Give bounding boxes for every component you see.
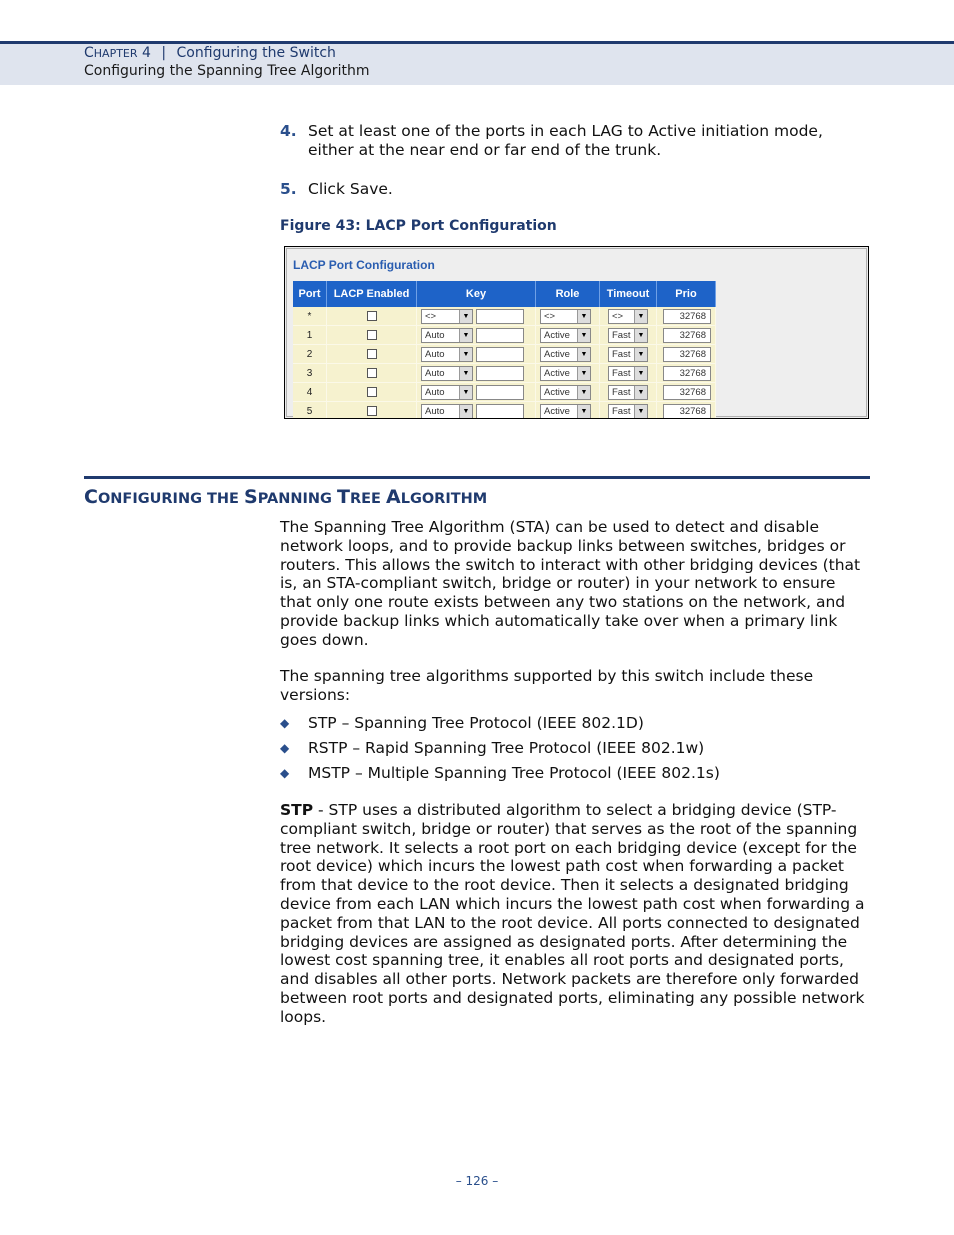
- bullet-text: STP – Spanning Tree Protocol (IEEE 802.1D): [308, 714, 644, 732]
- col-lacp-enabled: LACP Enabled: [327, 281, 417, 307]
- lacp-enabled-checkbox[interactable]: [367, 406, 377, 416]
- key-select[interactable]: [421, 347, 473, 362]
- table-header-row: [293, 281, 716, 307]
- chevron-down-icon: ▼: [577, 310, 590, 323]
- key-cell: [417, 402, 536, 420]
- prio-cell: [657, 345, 716, 364]
- role-cell: [536, 364, 600, 383]
- prio-input[interactable]: [663, 385, 711, 400]
- bullet-stp: [280, 714, 644, 732]
- key-cell: [417, 383, 536, 402]
- key-cell: [417, 364, 536, 383]
- timeout-value: Fast: [612, 348, 631, 360]
- key-value: Auto: [425, 386, 445, 398]
- lacp-enabled-cell: [327, 402, 417, 420]
- role-select[interactable]: [540, 328, 591, 343]
- prio-value: 32768: [679, 310, 706, 322]
- timeout-cell: [600, 345, 657, 364]
- lacp-table: [293, 281, 716, 419]
- key-value: Auto: [425, 405, 445, 417]
- prio-cell: [657, 326, 716, 345]
- prio-cell: [657, 402, 716, 420]
- timeout-select[interactable]: [608, 347, 648, 362]
- prio-value: 32768: [679, 348, 706, 360]
- port-cell: [293, 402, 327, 420]
- step-number: 4.: [280, 122, 297, 140]
- chevron-down-icon: ▼: [634, 405, 647, 418]
- section-rule: [84, 476, 870, 479]
- chapter-title: Configuring the Switch: [176, 45, 336, 61]
- prio-input[interactable]: [663, 328, 711, 343]
- timeout-value: Fast: [612, 329, 631, 341]
- port-cell: [293, 364, 327, 383]
- diamond-bullet-icon: ◆: [280, 716, 290, 730]
- bullet-text: RSTP – Rapid Spanning Tree Protocol (IEEE 802.1w): [308, 739, 705, 757]
- panel-title: LACP Port Configuration: [293, 258, 435, 272]
- chevron-down-icon: ▼: [459, 329, 472, 342]
- role-value: Active: [544, 329, 570, 341]
- table-row: [293, 326, 716, 345]
- key-input[interactable]: [476, 309, 524, 324]
- chevron-down-icon: ▼: [634, 348, 647, 361]
- chevron-down-icon: ▼: [577, 405, 590, 418]
- key-value: Auto: [425, 367, 445, 379]
- bullet-mstp: [280, 764, 720, 782]
- prio-cell: [657, 364, 716, 383]
- prio-cell: [657, 307, 716, 326]
- role-value: Active: [544, 386, 570, 398]
- role-select[interactable]: [540, 385, 591, 400]
- prio-value: 32768: [679, 386, 706, 398]
- step-number: 5.: [280, 180, 297, 198]
- col-key: Key: [417, 281, 536, 307]
- versions-paragraph: The spanning tree algorithms supported by this switch include these versions:: [280, 667, 814, 704]
- col-role: Role: [536, 281, 600, 307]
- col-timeout: Timeout: [600, 281, 657, 307]
- lacp-enabled-checkbox[interactable]: [367, 368, 377, 378]
- key-cell: [417, 307, 536, 326]
- role-cell: [536, 307, 600, 326]
- port-label: 4: [306, 386, 313, 398]
- lacp-enabled-checkbox[interactable]: [367, 387, 377, 397]
- chevron-down-icon: ▼: [634, 329, 647, 342]
- role-select[interactable]: [540, 366, 591, 381]
- role-select[interactable]: [540, 309, 591, 324]
- role-value: Active: [544, 348, 570, 360]
- col-prio: Prio: [657, 281, 716, 307]
- timeout-select[interactable]: [608, 366, 648, 381]
- bullet-rstp: [280, 739, 704, 757]
- prio-cell: [657, 383, 716, 402]
- timeout-value: Fast: [612, 367, 631, 379]
- prio-input[interactable]: [663, 366, 711, 381]
- key-input[interactable]: [476, 385, 524, 400]
- lacp-enabled-cell: [327, 383, 417, 402]
- key-input[interactable]: [476, 328, 524, 343]
- prio-input[interactable]: [663, 347, 711, 362]
- chevron-down-icon: ▼: [459, 367, 472, 380]
- chevron-down-icon: ▼: [577, 348, 590, 361]
- role-value: Active: [544, 405, 570, 417]
- chevron-down-icon: ▼: [459, 348, 472, 361]
- table-row: [293, 402, 716, 420]
- step-text: Click Save.: [308, 180, 393, 198]
- key-select[interactable]: [421, 309, 473, 324]
- key-value: <>: [425, 310, 437, 322]
- table-row: [293, 383, 716, 402]
- table-row: [293, 364, 716, 383]
- lacp-enabled-checkbox[interactable]: [367, 349, 377, 359]
- chevron-down-icon: ▼: [634, 367, 647, 380]
- step-text: Set at least one of the ports in each LAG to Active initiation mode, either at the near end or far end of the trunk.: [308, 122, 823, 159]
- timeout-value: <>: [612, 310, 624, 322]
- lacp-enabled-cell: [327, 345, 417, 364]
- key-select[interactable]: [421, 366, 473, 381]
- chapter-word: HAPTER: [93, 47, 138, 60]
- lacp-enabled-cell: [327, 364, 417, 383]
- timeout-select[interactable]: [608, 404, 648, 419]
- header-separator: |: [161, 45, 167, 61]
- prio-value: 32768: [679, 405, 706, 417]
- role-cell: [536, 383, 600, 402]
- key-input[interactable]: [476, 366, 524, 381]
- timeout-select[interactable]: [608, 385, 648, 400]
- diamond-bullet-icon: ◆: [280, 766, 290, 780]
- lacp-screenshot: [284, 246, 869, 419]
- port-label: 5: [306, 405, 313, 417]
- port-label: *: [307, 310, 312, 322]
- bullet-text: MSTP – Multiple Spanning Tree Protocol (IEEE 802.1s): [308, 764, 720, 782]
- diamond-bullet-icon: ◆: [280, 741, 290, 755]
- chevron-down-icon: ▼: [459, 310, 472, 323]
- lacp-enabled-checkbox[interactable]: [367, 330, 377, 340]
- key-select[interactable]: [421, 404, 473, 419]
- prio-value: 32768: [679, 367, 706, 379]
- prio-input[interactable]: [663, 309, 711, 324]
- role-select[interactable]: [540, 404, 591, 419]
- chevron-down-icon: ▼: [634, 386, 647, 399]
- timeout-cell: [600, 383, 657, 402]
- chapter-line: [84, 45, 336, 61]
- key-input[interactable]: [476, 404, 524, 419]
- key-cell: [417, 345, 536, 364]
- key-value: Auto: [425, 329, 445, 341]
- lacp-enabled-cell: [327, 326, 417, 345]
- key-value: Auto: [425, 348, 445, 360]
- section-running-title: Configuring the Spanning Tree Algorithm: [84, 63, 370, 79]
- stp-description: - STP uses a distributed algorithm to select a bridging device (STP-compliant switch, bridge or router) that serves as the root of the spanning tree network. It selects a root port on each bridging device (except for the root device) which incurs the lowest path cost when forwarding a packet from that device to the root device. Then it selects a designated bridging device from each LAN which incurs the lowest path cost when forwarding a packet from that LAN to the root device. All ports connected to designated bridging devices are assigned as designated ports. After determining the lowest cost spanning tree, it enables all root ports and designated ports, and disables all other ports. Network packets are therefore only forwarded between root ports and designated ports, eliminating any possible network loops.: [280, 801, 865, 1026]
- timeout-cell: [600, 307, 657, 326]
- port-label: 1: [306, 329, 313, 341]
- prio-input[interactable]: [663, 404, 711, 419]
- step-4: [280, 122, 868, 160]
- page-number: – 126 –: [455, 1174, 499, 1188]
- port-cell: [293, 383, 327, 402]
- chevron-down-icon: ▼: [459, 386, 472, 399]
- chevron-down-icon: ▼: [634, 310, 647, 323]
- port-cell: [293, 345, 327, 364]
- key-select[interactable]: [421, 385, 473, 400]
- role-value: <>: [544, 310, 556, 322]
- chevron-down-icon: ▼: [459, 405, 472, 418]
- stp-term: STP: [280, 801, 314, 819]
- step-5: [280, 180, 868, 199]
- prio-value: 32768: [679, 329, 706, 341]
- lacp-enabled-cell: [327, 307, 417, 326]
- sta-intro-paragraph: The Spanning Tree Algorithm (STA) can be used to detect and disable network loops, and to provide backup links between switches, bridges or routers. This allows the switch to interact with other bridging devices (that is, an STA-compliant switch, bridge or router) in your network to ensure that only one route exists between any two stations on the network, and provide backup links which automatically take over when a primary link goes down.: [280, 518, 861, 649]
- figure-caption: Figure 43: LACP Port Configuration: [280, 218, 557, 234]
- table-row: [293, 345, 716, 364]
- chapter-number: 4: [141, 45, 151, 61]
- chevron-down-icon: ▼: [577, 329, 590, 342]
- port-label: 3: [306, 367, 313, 379]
- chapter-cap: C: [84, 45, 94, 61]
- timeout-value: Fast: [612, 405, 631, 417]
- key-cell: [417, 326, 536, 345]
- chevron-down-icon: ▼: [577, 367, 590, 380]
- port-cell: [293, 326, 327, 345]
- table-row: [293, 307, 716, 326]
- timeout-cell: [600, 326, 657, 345]
- key-select[interactable]: [421, 328, 473, 343]
- timeout-cell: [600, 402, 657, 420]
- port-cell: [293, 307, 327, 326]
- timeout-select[interactable]: [608, 328, 648, 343]
- section-heading: CONFIGURING THE SPANNING TREE ALGORITHM: [84, 486, 488, 508]
- timeout-cell: [600, 364, 657, 383]
- role-cell: [536, 402, 600, 420]
- role-cell: [536, 345, 600, 364]
- lacp-panel: [286, 248, 867, 417]
- stp-paragraph: [280, 801, 870, 1027]
- role-cell: [536, 326, 600, 345]
- timeout-value: Fast: [612, 386, 631, 398]
- key-input[interactable]: [476, 347, 524, 362]
- port-label: 2: [306, 348, 313, 360]
- col-port: Port: [293, 281, 327, 307]
- role-value: Active: [544, 367, 570, 379]
- timeout-select[interactable]: [608, 309, 648, 324]
- lacp-enabled-checkbox[interactable]: [367, 311, 377, 321]
- lacp-table-body: [293, 307, 716, 419]
- chevron-down-icon: ▼: [577, 386, 590, 399]
- role-select[interactable]: [540, 347, 591, 362]
